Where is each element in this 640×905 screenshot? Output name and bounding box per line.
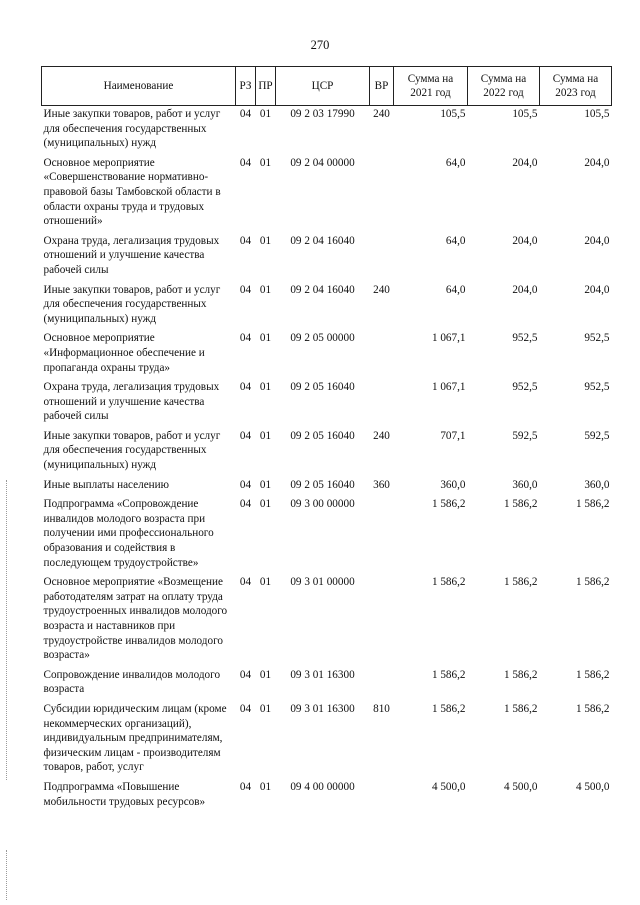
- cell-vr: 240: [373, 429, 390, 442]
- cell-sum-2023: 592,5: [584, 429, 610, 442]
- cell-sum-2022: 1 586,2: [503, 668, 538, 681]
- cell-name: Иные закупки товаров, работ и услуг для обеспечения государственных (муниципальных) нужд: [43, 429, 221, 472]
- cell-name: Основное мероприятие «Совершенствование нормативно-правовой базы Тамбовской области в области охраны труда и трудовых отношений»: [43, 156, 221, 228]
- cell-csr: 09 3 00 00000: [290, 498, 355, 511]
- cell-sum-2023: 204,0: [584, 156, 610, 169]
- cell-pr: 01: [259, 234, 272, 247]
- header-sum-2021: Сумма на 2021 год: [394, 67, 468, 106]
- cell-vr: [370, 779, 394, 813]
- cell-name: Сопровождение инвалидов молодого возраста: [43, 668, 221, 696]
- cell-csr: 09 2 04 16040: [290, 234, 355, 247]
- cell-name: Иные выплаты населению: [43, 478, 169, 491]
- cell-sum-2023: 1 586,2: [575, 668, 610, 681]
- cell-vr: [370, 574, 394, 667]
- cell-sum-2021: 1 067,1: [431, 332, 466, 345]
- cell-pr: 01: [259, 498, 272, 511]
- table-row: [42, 106, 612, 155]
- cell-rz: 04: [239, 234, 252, 247]
- cell-rz: 04: [239, 780, 252, 793]
- cell-sum-2023: 204,0: [584, 283, 610, 296]
- cell-vr: [370, 496, 394, 574]
- cell-pr: 01: [259, 576, 272, 589]
- cell-vr: [370, 330, 394, 379]
- table-row: [42, 379, 612, 428]
- cell-sum-2022: 105,5: [512, 108, 538, 120]
- header-sum-2022: Сумма на 2022 год: [468, 67, 540, 106]
- cell-csr: 09 2 04 00000: [290, 156, 355, 169]
- table-row: [42, 428, 612, 477]
- cell-sum-2022: 204,0: [512, 283, 538, 296]
- table-body: [42, 106, 612, 814]
- cell-rz: 04: [239, 702, 252, 715]
- margin-scan-marks-bottom: [6, 850, 9, 900]
- cell-name: Основное мероприятие «Возмещение работодателям затрат на оплату труда трудоустроенных инвалидов молодого возраста и наставников при трудоустройстве инвалидов молодого возраста»: [43, 576, 228, 662]
- cell-sum-2023: 952,5: [584, 381, 610, 394]
- table-row: [42, 233, 612, 282]
- cell-rz: 04: [239, 108, 252, 120]
- cell-sum-2021: 4 500,0: [431, 780, 466, 793]
- cell-sum-2021: 1 067,1: [431, 381, 466, 394]
- cell-pr: 01: [259, 429, 272, 442]
- cell-sum-2021: 707,1: [440, 429, 466, 442]
- cell-vr: 360: [373, 478, 390, 491]
- cell-sum-2022: 4 500,0: [503, 780, 538, 793]
- cell-csr: 09 3 01 16300: [290, 668, 355, 681]
- cell-csr: 09 3 01 16300: [290, 702, 355, 715]
- cell-sum-2021: 64,0: [445, 156, 466, 169]
- table-row: [42, 574, 612, 667]
- cell-vr: [370, 155, 394, 233]
- table-row: [42, 477, 612, 497]
- cell-vr: 240: [373, 108, 390, 120]
- table-row: [42, 667, 612, 701]
- cell-csr: 09 2 04 16040: [290, 283, 355, 296]
- cell-sum-2023: 360,0: [584, 478, 610, 491]
- cell-csr: 09 2 05 16040: [290, 478, 355, 491]
- header-sum-2023: Сумма на 2023 год: [540, 67, 612, 106]
- cell-sum-2021: 64,0: [445, 283, 466, 296]
- cell-pr: 01: [259, 780, 272, 793]
- cell-rz: 04: [239, 156, 252, 169]
- cell-pr: 01: [259, 702, 272, 715]
- cell-sum-2022: 1 586,2: [503, 498, 538, 511]
- cell-name: Субсидии юридическим лицам (кроме некоммерческих организаций), индивидуальным предпринимателям, физическим лицам - производителям товаров, работ, услуг: [43, 702, 227, 774]
- table-row: [42, 496, 612, 574]
- table-row: [42, 282, 612, 331]
- cell-sum-2022: 592,5: [512, 429, 538, 442]
- cell-csr: 09 2 03 17990: [290, 108, 355, 120]
- cell-sum-2023: 4 500,0: [575, 780, 610, 793]
- header-name: Наименование: [42, 67, 236, 106]
- cell-sum-2023: 105,5: [584, 108, 610, 120]
- cell-sum-2022: 204,0: [512, 156, 538, 169]
- cell-name: Основное мероприятие «Информационное обеспечение и пропаганда охраны труда»: [43, 332, 205, 374]
- cell-sum-2021: 1 586,2: [431, 668, 466, 681]
- table-row: [42, 330, 612, 379]
- cell-sum-2023: 952,5: [584, 332, 610, 345]
- cell-sum-2022: 204,0: [512, 234, 538, 247]
- cell-csr: 09 2 05 16040: [290, 381, 355, 394]
- cell-csr: 09 2 05 00000: [290, 332, 355, 345]
- cell-sum-2023: 204,0: [584, 234, 610, 247]
- table-header-row: [42, 67, 612, 106]
- cell-sum-2021: 360,0: [440, 478, 466, 491]
- cell-vr: [370, 667, 394, 701]
- cell-sum-2022: 360,0: [512, 478, 538, 491]
- cell-sum-2023: 1 586,2: [575, 702, 610, 715]
- header-pr: ПР: [256, 67, 276, 106]
- cell-csr: 09 3 01 00000: [290, 576, 355, 589]
- page-number: 270: [310, 38, 330, 52]
- table-row: [42, 155, 612, 233]
- cell-sum-2023: 1 586,2: [575, 576, 610, 589]
- table-row: [42, 779, 612, 813]
- cell-rz: 04: [239, 381, 252, 394]
- cell-pr: 01: [259, 381, 272, 394]
- cell-rz: 04: [239, 332, 252, 345]
- cell-sum-2022: 1 586,2: [503, 576, 538, 589]
- margin-scan-marks: [6, 480, 9, 780]
- cell-pr: 01: [259, 283, 272, 296]
- cell-sum-2022: 952,5: [512, 332, 538, 345]
- cell-rz: 04: [239, 668, 252, 681]
- cell-sum-2023: 1 586,2: [575, 498, 610, 511]
- cell-rz: 04: [239, 478, 252, 491]
- cell-pr: 01: [259, 156, 272, 169]
- cell-rz: 04: [239, 576, 252, 589]
- cell-name: Охрана труда, легализация трудовых отношений и улучшение качества рабочей силы: [43, 381, 220, 423]
- header-rz: РЗ: [236, 67, 256, 106]
- cell-sum-2022: 1 586,2: [503, 702, 538, 715]
- header-vr: ВР: [370, 67, 394, 106]
- cell-pr: 01: [259, 668, 272, 681]
- cell-vr: 810: [373, 702, 390, 715]
- cell-sum-2022: 952,5: [512, 381, 538, 394]
- cell-pr: 01: [259, 108, 272, 120]
- cell-name: Подпрограмма «Повышение мобильности трудовых ресурсов»: [43, 780, 206, 808]
- cell-name: Иные закупки товаров, работ и услуг для обеспечения государственных (муниципальных) нужд: [43, 108, 221, 150]
- cell-vr: [370, 233, 394, 282]
- budget-table: [41, 66, 612, 813]
- table-row: [42, 701, 612, 779]
- cell-name: Охрана труда, легализация трудовых отношений и улучшение качества рабочей силы: [43, 234, 220, 276]
- cell-sum-2021: 64,0: [445, 234, 466, 247]
- cell-pr: 01: [259, 332, 272, 345]
- cell-sum-2021: 105,5: [440, 108, 466, 120]
- cell-vr: 240: [373, 283, 390, 296]
- cell-rz: 04: [239, 498, 252, 511]
- cell-rz: 04: [239, 429, 252, 442]
- header-csr: ЦСР: [276, 67, 370, 106]
- cell-csr: 09 4 00 00000: [290, 780, 355, 793]
- cell-pr: 01: [259, 478, 272, 491]
- cell-vr: [370, 379, 394, 428]
- cell-sum-2021: 1 586,2: [431, 702, 466, 715]
- cell-sum-2021: 1 586,2: [431, 498, 466, 511]
- cell-name: Подпрограмма «Сопровождение инвалидов молодого возраста при получении ими профессионального образования и содействия в последующем трудоустройстве»: [43, 498, 214, 569]
- cell-sum-2021: 1 586,2: [431, 576, 466, 589]
- cell-rz: 04: [239, 283, 252, 296]
- cell-csr: 09 2 05 16040: [290, 429, 355, 442]
- cell-name: Иные закупки товаров, работ и услуг для обеспечения государственных (муниципальных) нужд: [43, 283, 221, 325]
